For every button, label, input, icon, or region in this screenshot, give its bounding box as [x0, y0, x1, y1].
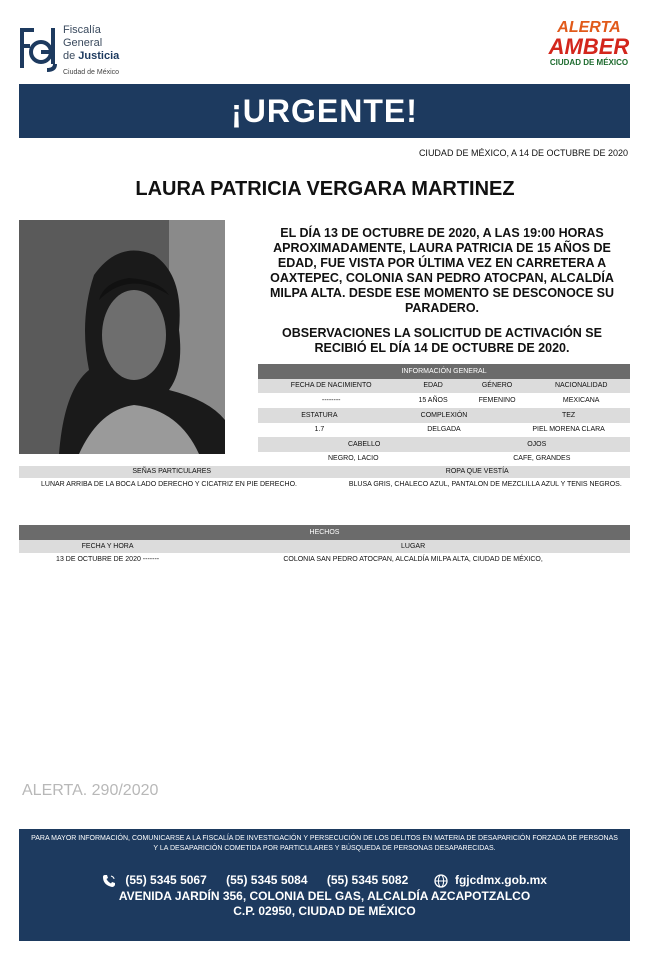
amber-line-1: ALERTA	[557, 19, 621, 36]
footer-address	[19, 889, 630, 919]
header-marks: SEÑAS PARTICULARES	[132, 468, 212, 475]
logo-line-1: Fiscalía	[63, 24, 101, 36]
value-build: DELGADA	[381, 423, 507, 438]
urgent-banner: ¡URGENTE!	[19, 84, 630, 138]
phone-icon	[102, 874, 116, 888]
facts-title: HECHOS	[19, 525, 630, 540]
value-hair: NEGRO, LACIO	[258, 452, 507, 467]
header-eyes: OJOS	[507, 437, 630, 452]
logo-subtitle: Ciudad de México	[63, 69, 120, 76]
observations: OBSERVACIONES LA SOLICITUD DE ACTIVACIÓN SE RECIBIÓ EL DÍA 14 DE OCTUBRE DE 2020.	[282, 326, 602, 355]
general-info-table	[258, 364, 630, 408]
phone-1[interactable]: (55) 5345 5067	[125, 873, 207, 887]
header-age: EDAD	[404, 379, 461, 394]
value-marks: LUNAR ARRIBA DE LA BOCA LADO DERECHO Y CICATRIZ EN PIE DERECHO.	[41, 481, 297, 488]
footer	[19, 829, 630, 941]
website-link[interactable]: fgjcdmx.gob.mx	[454, 873, 547, 887]
header-nationality: NACIONALIDAD	[532, 379, 630, 394]
info-title: INFORMACIÓN GENERAL	[258, 364, 630, 379]
value-date: 13 DE OCTUBRE DE 2020 -------	[56, 556, 160, 563]
value-height: 1.7	[258, 423, 381, 438]
header-skin: TEZ	[507, 408, 630, 423]
marks-section	[19, 466, 630, 492]
globe-icon	[434, 874, 448, 888]
footer-note: PARA MAYOR INFORMACIÓN, COMUNICARSE A LA FISCALÍA DE INVESTIGACIÓN Y PERSECUCIÓN DE LOS DELITOS EN MATERIA DE DESAPARICIÓN FORZADA DE PERSONAS Y LA DESAPARICIÓN COMETIDA POR PARTICULARES Y BÚSQUEDA DE PERSONAS DESAPARECIDAS.	[31, 835, 618, 852]
alert-number: ALERTA. 290/2020	[22, 782, 159, 799]
footer-contacts	[19, 873, 630, 888]
photo-placeholder	[19, 220, 225, 454]
value-clothing: BLUSA GRIS, CHALECO AZUL, PANTALON DE MEZCLILLA AZUL Y TENIS NEGROS.	[348, 481, 622, 488]
header-build: COMPLEXIÓN	[381, 408, 507, 423]
header-hair: CABELLO	[258, 437, 507, 452]
fgj-logo	[19, 22, 139, 80]
description: EL DÍA 13 DE OCTUBRE DE 2020, A LAS 19:00 HORAS APROXIMADAMENTE, LAURA PATRICIA DE 15 AÑOS DE EDAD, FUE VISTA POR ÚLTIMA VEZ EN CARRETERA A OAXTEPEC, COLONIA SAN PEDRO ATOCPAN, ALCALDÍA MILPA ALTA. DESDE ESE MOMENTO SE DESCONOCE SU PARADERO.	[269, 226, 614, 315]
logo-line-3	[63, 50, 119, 63]
header-clothing: ROPA QUE VESTÍA	[445, 468, 509, 475]
header-date: FECHA Y HORA	[81, 543, 134, 550]
logo-line-2: General	[63, 37, 103, 49]
facts-section	[19, 525, 630, 567]
value-gender: FEMENINO	[462, 393, 533, 408]
fgj-logo-mark	[19, 26, 59, 72]
value-skin: PIEL MORENA CLARA	[507, 423, 630, 438]
value-age: 15 AÑOS	[404, 393, 461, 408]
header-height: ESTATURA	[258, 408, 381, 423]
address-line-2: C.P. 02950, CIUDAD DE MÉXICO	[233, 904, 416, 918]
header-gender: GÉNERO	[462, 379, 533, 394]
value-nationality: MEXICANA	[532, 393, 630, 408]
logo-line-3-bold: Justicia	[78, 50, 120, 62]
logo-line-3-prefix: de	[63, 50, 79, 62]
amber-line-3: CIUDAD DE MÉXICO	[549, 58, 629, 67]
amber-line-2: AMBER	[548, 34, 630, 59]
alerta-amber-logo	[543, 20, 635, 80]
header-place: LUGAR	[401, 543, 426, 550]
value-place: COLONIA SAN PEDRO ATOCPAN, ALCALDÍA MILPA ALTA, CIUDAD DE MÉXICO,	[283, 556, 543, 563]
phone-3[interactable]: (55) 5345 5082	[326, 873, 409, 887]
phone-2[interactable]: (55) 5345 5084	[226, 873, 308, 887]
person-name: LAURA PATRICIA VERGARA MARTINEZ	[135, 178, 515, 200]
dateline: CIUDAD DE MÉXICO, A 14 DE OCTUBRE DE 2020	[418, 148, 628, 158]
person-photo	[19, 220, 225, 454]
fgj-logo-text	[63, 24, 119, 63]
header-birth: FECHA DE NACIMIENTO	[258, 379, 404, 394]
value-birth: --------	[258, 393, 404, 408]
value-eyes: CAFE, GRANDES	[507, 452, 630, 467]
address-line-1: AVENIDA JARDÍN 356, COLONIA DEL GAS, ALCALDÍA AZCAPOTZALCO	[118, 889, 531, 903]
physical-info-table	[258, 408, 630, 466]
